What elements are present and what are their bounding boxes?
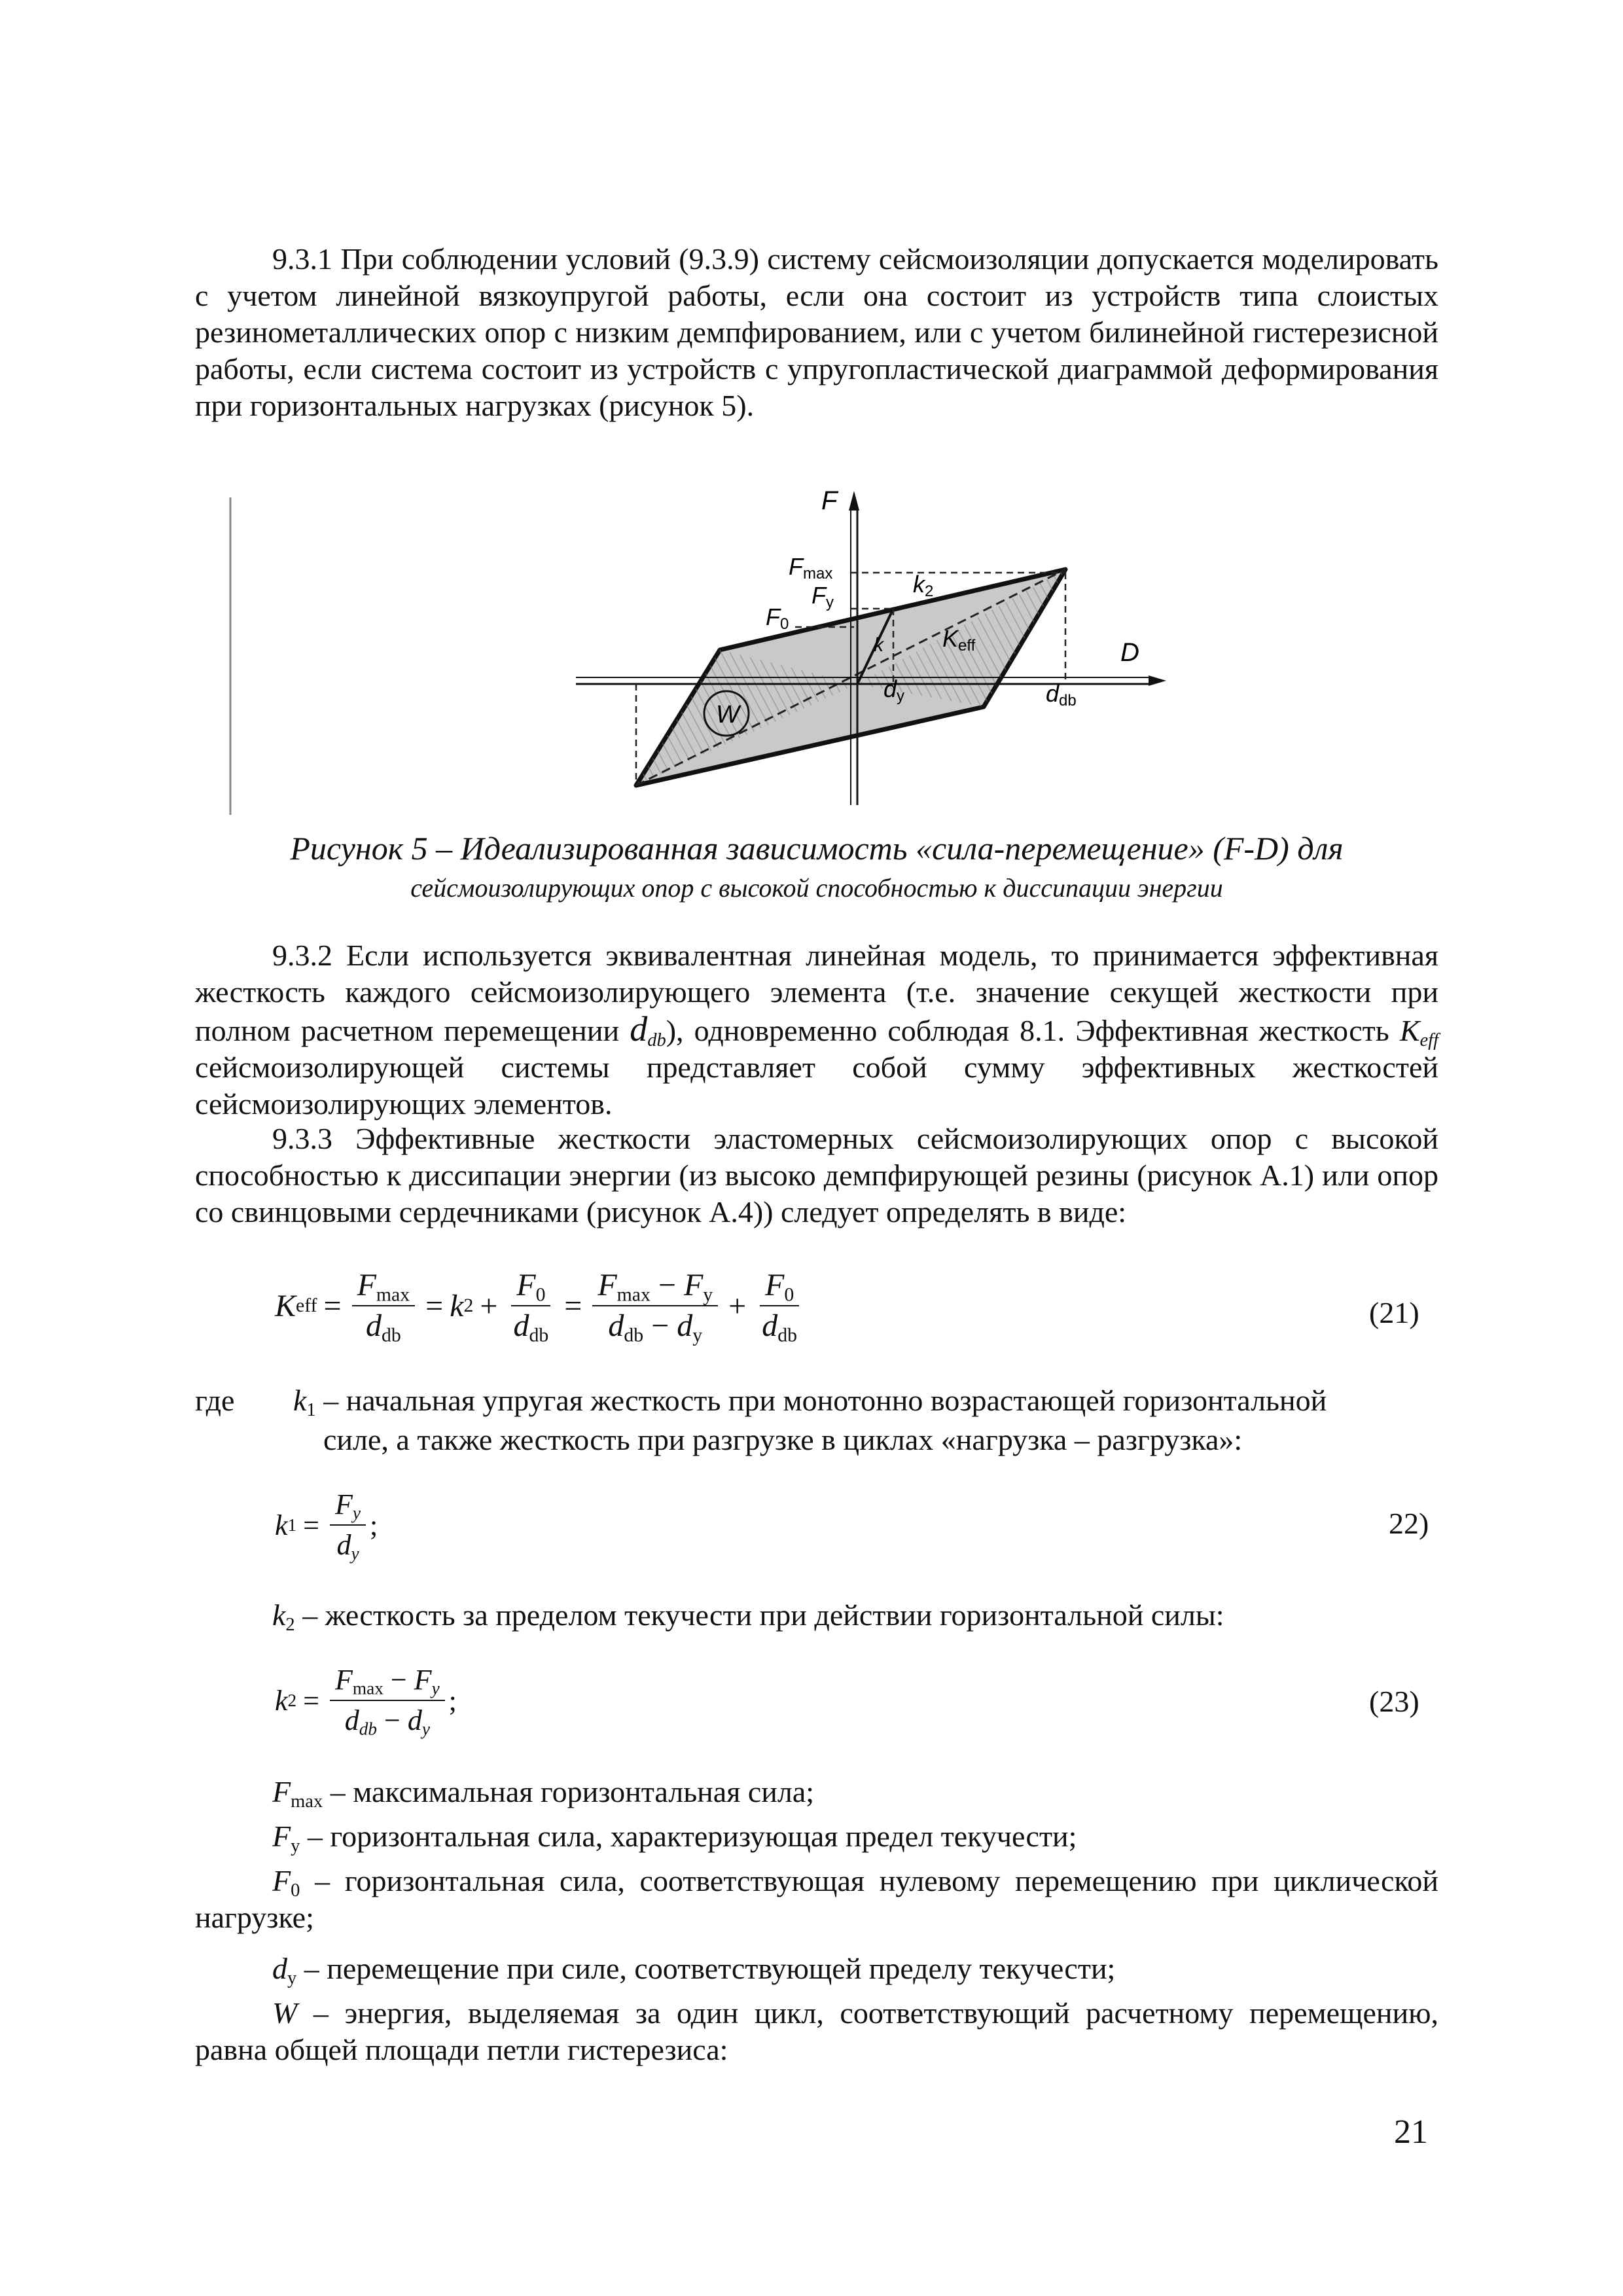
figure-5-hysteresis-diagram — [0, 0, 1623, 825]
d-axis-arrow — [1149, 675, 1166, 686]
label-fmax: Fmax — [789, 553, 833, 583]
equation-21: K eff = $\frac{F_{max}}{d_{db}}$ = k 2 + $\frac{F_0}{d_{db}}$ = $\frac{F_{max} - F_y}{d_{db} - d_y}$ + $\frac{F_0}{d_{db}}$ — [275, 1266, 806, 1345]
definition-dy: $d_y$ – перемещение при силе, соответствующей пределу текучести; — [272, 1952, 1116, 1988]
definition-fy: $F_y$ – горизонтальная сила, характеризующая предел текучести; — [272, 1820, 1077, 1856]
label-keff: Keff — [942, 625, 976, 655]
paragraph-9-3-3: 9.3.3 Эффективные жесткости эластомерных сейсмоизолирующих опор с высокой способностью к диссипации энергии (из высоко демпфирующей резины (рисунок А.1) или опор со свинцовыми сердечниками (рисунок А.4)) следует определять в виде: — [195, 1122, 1438, 1229]
label-f0: F0 — [766, 603, 789, 633]
definition-k1: $k_1$ – начальная упругая жесткость при монотонно возрастающей горизонтальной — [293, 1384, 1327, 1420]
f-axis-arrow — [849, 491, 859, 511]
label-f: F — [821, 486, 838, 515]
equation-22: k 1 = $\frac{F_y}{d_y}$ ; — [275, 1488, 378, 1564]
paragraph-9-3-1: 9.3.1 При соблюдении условий (9.3.9) систему сейсмоизоляции допускается моделировать с учетом линейной вязкоупругой работы, если она состоит из устройств типа слоистых резинометаллических опор с низким демпфированием, или с учетом билинейной гистерезисной работы, если система состоит из устройств с упругопластической диаграммой деформирования при горизонтальных нагрузках (рисунок 5). — [195, 242, 1438, 422]
figure-caption-line-2: сейсмоизолирующих опор с высокой способностью к диссипации энергии — [410, 873, 1223, 903]
definition-fmax: $F_{max}$ – максимальная горизонтальная сила; — [272, 1775, 815, 1812]
label-dy: dy — [883, 675, 905, 705]
definition-k1-cont: силе, а также жесткость при разгрузке в циклах «нагрузка – разгрузка»: — [323, 1423, 1243, 1456]
equation-number-22: 22) — [1389, 1507, 1429, 1540]
definition-w: W – энергия, выделяемая за один цикл, соответствующий расчетному перемещению, равна общей площади петли гистерезиса: — [195, 1996, 1439, 2066]
where-label: где — [195, 1384, 235, 1417]
equation-number-21: (21) — [1369, 1296, 1419, 1329]
definition-f0: $F_0$ – горизонтальная сила, соответствующая нулевому перемещению при циклической нагрузке; — [195, 1864, 1438, 1934]
label-ddb: ddb — [1046, 680, 1077, 709]
equation-number-23: (23) — [1369, 1685, 1419, 1718]
equation-23: k 2 = $\frac{F_{max} - F_y}{d_{db} - d_y}$ ; — [275, 1664, 457, 1739]
page-number: 21 — [1394, 2113, 1428, 2151]
label-d: D — [1120, 638, 1139, 667]
label-fy: Fy — [812, 582, 834, 611]
definition-k2: $k_2$ – жесткость за пределом текучести при действии горизонтальной силы: — [272, 1598, 1224, 1635]
label-k2: k2 — [913, 571, 934, 600]
figure-caption-line-1: Рисунок 5 – Идеализированная зависимость «сила-перемещение» (F-D) для — [290, 830, 1344, 867]
paragraph-9-3-2: 9.3.2 Если используется эквивалентная линейная модель, то принимается эффективная жесткость каждого сейсмоизолирующего элемента (т.е. значение секущей жесткости при полном расчетном перемещении $d_{db}$), одновременно соблюдая 8.1. Эффективная жесткость $K_{eff}$ сейсмоизолирующей системы представляет собой сумму эффективных жесткостей сейсмоизолирующих элементов. — [195, 939, 1439, 1121]
label-w: W — [716, 701, 740, 728]
label-k1: k — [874, 634, 883, 656]
